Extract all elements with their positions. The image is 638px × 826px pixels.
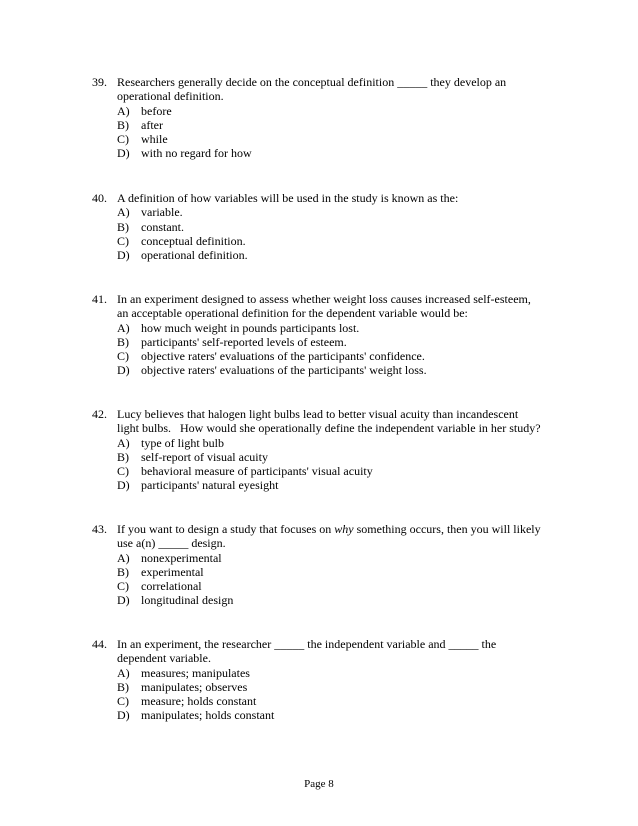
answer-option-b <box>117 565 572 579</box>
option-text: how much weight in pounds participants lost. <box>141 320 360 335</box>
answer-option-b <box>117 118 572 132</box>
option-letter: D) <box>117 363 130 378</box>
answer-option-c <box>117 464 572 478</box>
option-text: nonexperimental <box>141 550 222 565</box>
answer-option-a <box>117 205 572 219</box>
answer-option-b <box>117 450 572 464</box>
question-text: If you want to design a study that focuses on <box>117 522 335 536</box>
option-text: type of light bulb <box>141 435 224 450</box>
question-stem <box>92 637 572 666</box>
option-text: behavioral measure of participants' visual acuity <box>141 464 373 479</box>
question-stem <box>92 191 572 205</box>
question-stem <box>92 75 572 104</box>
option-letter: B) <box>117 679 129 694</box>
option-text: constant. <box>141 219 184 234</box>
option-letter: A) <box>117 103 130 118</box>
option-letter: B) <box>117 564 129 579</box>
question-line: Researchers generally decide on the conceptual definition _____ they develop an <box>117 75 507 89</box>
option-text: manipulates; holds constant <box>141 708 275 723</box>
question-39 <box>92 75 572 161</box>
answer-option-d <box>117 708 572 722</box>
question-43 <box>92 522 572 608</box>
option-text: participants' self-reported levels of esteem. <box>141 334 347 349</box>
option-text: measure; holds constant <box>141 694 257 709</box>
question-stem <box>92 522 572 551</box>
answer-option-d <box>117 363 572 377</box>
question-line: light bulbs. How would she operationally define the independent variable in her study? <box>117 421 541 436</box>
option-letter: A) <box>117 320 130 335</box>
option-letter: C) <box>117 349 129 364</box>
answer-option-b <box>117 680 572 694</box>
question-40 <box>92 191 572 262</box>
option-text: while <box>141 132 168 147</box>
question-44 <box>92 637 572 723</box>
option-letter: C) <box>117 233 129 248</box>
option-letter: A) <box>117 665 130 680</box>
page-number: Page 8 <box>304 778 334 790</box>
option-letter: A) <box>117 550 130 565</box>
question-number: 39. <box>92 75 107 89</box>
option-letter: D) <box>117 146 130 161</box>
emphasis-text: why <box>334 522 354 536</box>
answer-option-d <box>117 248 572 262</box>
option-letter: B) <box>117 449 129 464</box>
answer-options <box>92 104 572 161</box>
question-line: an acceptable operational definition for the dependent variable would be: <box>117 306 468 321</box>
question-line: dependent variable. <box>117 651 211 666</box>
option-text: objective raters' evaluations of the participants' weight loss. <box>141 363 427 378</box>
question-line <box>117 522 572 536</box>
question-stem <box>92 407 572 436</box>
question-42 <box>92 407 572 493</box>
answer-option-a <box>117 551 572 565</box>
option-text: variable. <box>141 205 183 220</box>
option-letter: D) <box>117 478 130 493</box>
answer-option-b <box>117 335 572 349</box>
option-text: self-report of visual acuity <box>141 449 268 464</box>
answer-options <box>92 321 572 378</box>
option-letter: C) <box>117 694 129 709</box>
option-letter: B) <box>117 117 129 132</box>
option-letter: B) <box>117 334 129 349</box>
option-letter: C) <box>117 579 129 594</box>
question-line: Lucy believes that halogen light bulbs lead to better visual acuity than incandescent <box>117 407 519 421</box>
option-text: after <box>141 117 163 132</box>
answer-options <box>92 436 572 493</box>
option-letter: A) <box>117 435 130 450</box>
question-text: something occurs, then you will likely <box>353 522 541 536</box>
option-letter: D) <box>117 593 130 608</box>
option-letter: D) <box>117 248 130 263</box>
question-line: In an experiment designed to assess whether weight loss causes increased self-esteem, <box>117 292 531 306</box>
option-letter: B) <box>117 219 129 234</box>
option-text: before <box>141 103 172 118</box>
option-text: longitudinal design <box>141 593 234 608</box>
question-number: 41. <box>92 292 107 306</box>
option-text: experimental <box>141 564 204 579</box>
question-stem <box>92 292 572 321</box>
answer-options <box>92 205 572 262</box>
question-number: 43. <box>92 522 107 536</box>
option-text: operational definition. <box>141 248 248 263</box>
question-line: In an experiment, the researcher _____ the independent variable and _____ the <box>117 637 497 651</box>
option-text: correlational <box>141 579 202 594</box>
answer-option-a <box>117 104 572 118</box>
option-text: manipulates; observes <box>141 679 248 694</box>
question-number: 42. <box>92 407 107 421</box>
option-letter: C) <box>117 464 129 479</box>
answer-option-c <box>117 132 572 146</box>
option-text: participants' natural eyesight <box>141 478 279 493</box>
question-line: use a(n) _____ design. <box>117 536 226 551</box>
answer-option-d <box>117 593 572 607</box>
option-text: objective raters' evaluations of the participants' confidence. <box>141 349 425 364</box>
option-text: measures; manipulates <box>141 665 250 680</box>
question-line: A definition of how variables will be used in the study is known as the: <box>117 191 459 205</box>
answer-option-b <box>117 220 572 234</box>
answer-option-a <box>117 666 572 680</box>
question-line: operational definition. <box>117 89 224 104</box>
answer-options <box>92 666 572 723</box>
answer-option-d <box>117 478 572 492</box>
question-41 <box>92 292 572 378</box>
option-text: conceptual definition. <box>141 233 246 248</box>
option-letter: C) <box>117 132 129 147</box>
answer-options <box>92 551 572 608</box>
answer-option-c <box>117 349 572 363</box>
answer-option-c <box>117 579 572 593</box>
option-letter: D) <box>117 708 130 723</box>
option-text: with no regard for how <box>141 146 252 161</box>
option-letter: A) <box>117 205 130 220</box>
answer-option-c <box>117 234 572 248</box>
answer-option-a <box>117 436 572 450</box>
question-number: 44. <box>92 637 107 651</box>
answer-option-d <box>117 146 572 160</box>
question-number: 40. <box>92 191 107 205</box>
answer-option-c <box>117 694 572 708</box>
answer-option-a <box>117 321 572 335</box>
